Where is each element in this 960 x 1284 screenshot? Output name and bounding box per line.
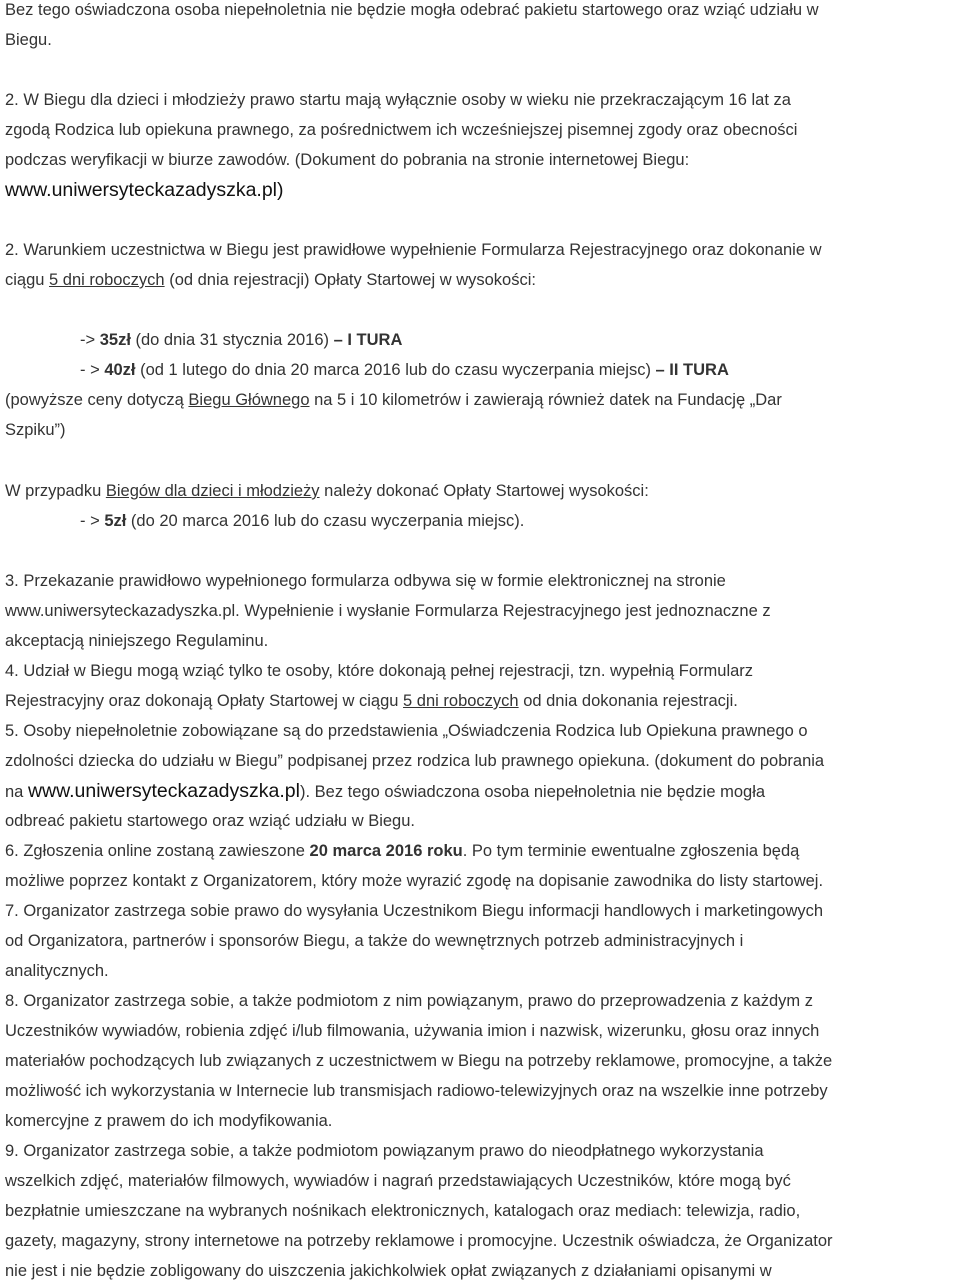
text-span: 6. Zgłoszenia online zostaną zawieszone	[5, 842, 310, 860]
text-span: - >	[80, 361, 105, 379]
text-span: odbreać pakietu startowego oraz wziąć udziału w Biegu.	[5, 812, 415, 830]
price-line	[80, 511, 524, 531]
text-span: zdolności dziecka do udziału w Biegu” podpisanej przez rodzica lub prawnego opiekuna. (dokument do pobrania	[5, 752, 825, 770]
text-span: zgodą Rodzica lub opiekuna prawnego, za pośrednictwem ich wcześniejszej pisemnej zgody oraz obecności	[5, 121, 798, 139]
text-span: 2. Warunkiem uczestnictwa w Biegu jest prawidłowe wypełnienie Formularza Rejestracyjnego oraz dokonanie w	[5, 241, 822, 259]
text-span: Uczestników wywiadów, robienia zdjęć i/lub filmowania, używania imion i nazwisk, wizerunku, głosu oraz innych	[5, 1022, 820, 1040]
text-span: 9. Organizator zastrzega sobie, a także podmiotom powiązanym prawo do nieodpłatnego wykorzystania	[5, 1142, 764, 1160]
text-line	[5, 30, 52, 50]
text-span: Szpiku”)	[5, 421, 66, 439]
text-line	[5, 991, 813, 1011]
text-span: podczas weryfikacji w biurze zawodów. (Dokument do pobrania na stronie internetowej Biegu:	[5, 151, 690, 169]
text-span: - >	[80, 512, 105, 530]
text-span: wszelkich zdjęć, materiałów filmowych, wywiadów i nagrań przedstawiających Uczestników, które mogą być	[5, 1172, 791, 1190]
text-line	[5, 1051, 832, 1071]
text-span: 2. W Biegu dla dzieci i młodzieży prawo startu mają wyłącznie osoby w wieku nie przekraczającym 16 lat za	[5, 91, 791, 109]
text-line	[5, 571, 726, 591]
text-span: (do 20 marca 2016 lub do czasu wyczerpania miejsc).	[126, 512, 525, 530]
text-line	[5, 240, 822, 260]
text-line	[5, 1021, 819, 1041]
text-line	[5, 961, 109, 981]
text-span: możliwość ich wykorzystania w Internecie lub transmisjach radiowo-telewizyjnych oraz na wszelkie inne potrzeby	[5, 1082, 828, 1100]
price-amount: 35zł	[99, 331, 131, 349]
text-span: komercyjne z prawem do ich modyfikowania.	[5, 1112, 333, 1130]
price-line	[80, 330, 402, 350]
text-line	[5, 781, 765, 802]
text-span: na 5 i 10 kilometrów i zawierają również datek na Fundację „Dar	[309, 391, 782, 409]
text-line	[5, 1081, 828, 1101]
text-line	[5, 1141, 764, 1161]
text-line	[5, 721, 808, 741]
text-span: W przypadku	[5, 482, 106, 500]
text-line	[5, 481, 649, 501]
text-line	[5, 0, 819, 20]
text-span: od Organizatora, partnerów i sponsorów Biegu, a także do wewnętrznych potrzeb administracyjnych i	[5, 932, 744, 950]
text-span: 3. Przekazanie prawidłowo wypełnionego formularza odbywa się w formie elektronicznej na stronie	[5, 572, 726, 590]
text-span: Bez tego oświadczona osoba niepełnoletnia nie będzie mogła odebrać pakietu startowego oraz wziąć udziału w	[5, 1, 819, 19]
text-line	[5, 931, 743, 951]
text-line	[5, 661, 753, 681]
text-span: analitycznych.	[5, 962, 109, 980]
text-span: www.uniwersyteckazadyszka.pl. Wypełnienie i wysłanie Formularza Rejestracyjnego jest jednoznaczne z	[5, 602, 771, 620]
url-line	[5, 180, 284, 200]
text-span: (od 1 lutego do dnia 20 marca 2016 lub do czasu wyczerpania miejsc)	[135, 361, 656, 379]
text-span: bezpłatnie umieszczane na wybranych nośnikach elektronicznych, katalogach oraz mediach: telewizja, radio,	[5, 1202, 801, 1220]
text-line	[5, 601, 771, 621]
text-line	[5, 751, 824, 771]
text-span: należy dokonać Opłaty Startowej wysokości:	[319, 482, 649, 500]
tier-label: – I TURA	[333, 331, 403, 349]
text-span: nie jest i nie będzie zobligowany do uiszczenia jakichkolwiek opłat związanych z działaniami opisanymi w	[5, 1262, 772, 1280]
text-span: od dnia dokonania rejestracji.	[518, 692, 738, 710]
price-amount: 5zł	[104, 512, 127, 530]
price-amount: 40zł	[104, 361, 136, 379]
text-line	[5, 1261, 772, 1281]
text-line	[5, 1111, 332, 1131]
text-line	[5, 420, 66, 440]
text-line	[5, 631, 268, 651]
text-span: 5. Osoby niepełnoletnie zobowiązane są do przedstawienia „Oświadczenia Rodzica lub Opiekuna prawnego o	[5, 722, 808, 740]
text-line	[5, 270, 536, 290]
text-span: (od dnia rejestracji) Opłaty Startowej w wysokości:	[164, 271, 536, 289]
url-text: www.uniwersyteckazadyszka.pl	[27, 780, 300, 802]
tier-label: – II TURA	[655, 361, 729, 379]
text-span: 4. Udział w Biegu mogą wziąć tylko te osoby, które dokonają pełnej rejestracji, tzn. wypełnią Formularz	[5, 662, 754, 680]
text-span: możliwe poprzez kontakt z Organizatorem, który może wyrazić zgodę na dopisanie zawodnika do listy startowej.	[5, 872, 824, 890]
text-span: ->	[80, 331, 100, 349]
deadline-date: 20 marca 2016 roku	[309, 842, 463, 860]
text-line	[5, 841, 799, 861]
text-span: ciągu	[5, 271, 50, 289]
text-span: materiałów pochodzących lub związanych z uczestnictwem w Biegu na potrzeby reklamowe, promocyjne, a także	[5, 1052, 833, 1070]
text-line	[5, 90, 791, 110]
text-span: 7. Organizator zastrzega sobie prawo do wysyłania Uczestnikom Biegu informacji handlowych i marketingowych	[5, 902, 824, 920]
text-span: (do dnia 31 stycznia 2016)	[130, 331, 334, 349]
text-line	[5, 1201, 800, 1221]
text-line	[5, 120, 797, 140]
text-span: Rejestracyjny oraz dokonają Opłaty Startowej w ciągu	[5, 692, 404, 710]
text-line	[5, 811, 415, 831]
text-line	[5, 390, 782, 410]
text-line	[5, 1231, 833, 1251]
text-span: Biegu.	[5, 31, 52, 49]
text-line	[5, 901, 823, 921]
text-span: na	[5, 783, 28, 801]
underlined-text: 5 dni roboczych	[403, 692, 519, 710]
text-span: ). Bez tego oświadczona osoba niepełnoletnia nie będzie mogła	[299, 783, 766, 801]
text-line	[5, 1171, 791, 1191]
text-span: (powyższe ceny dotyczą	[5, 391, 189, 409]
text-span: 8. Organizator zastrzega sobie, a także podmiotom z nim powiązanym, prawo do przeprowadzenia z każdym z	[5, 992, 813, 1010]
url-text: www.uniwersyteckazadyszka.pl)	[5, 179, 284, 201]
text-span: akceptacją niniejszego Regulaminu.	[5, 632, 269, 650]
text-line	[5, 150, 689, 170]
underlined-text: 5 dni roboczych	[49, 271, 165, 289]
text-span: . Po tym terminie ewentualne zgłoszenia będą	[462, 842, 800, 860]
underlined-text: Biegu Głównego	[188, 391, 310, 409]
text-span: gazety, magazyny, strony internetowe na potrzeby reklamowe i promocyjne. Uczestnik oświadcza, że Organizator	[5, 1232, 833, 1250]
text-line	[5, 871, 823, 891]
underlined-text: Biegów dla dzieci i młodzieży	[105, 482, 320, 500]
text-line	[5, 691, 738, 711]
price-line	[80, 360, 729, 380]
